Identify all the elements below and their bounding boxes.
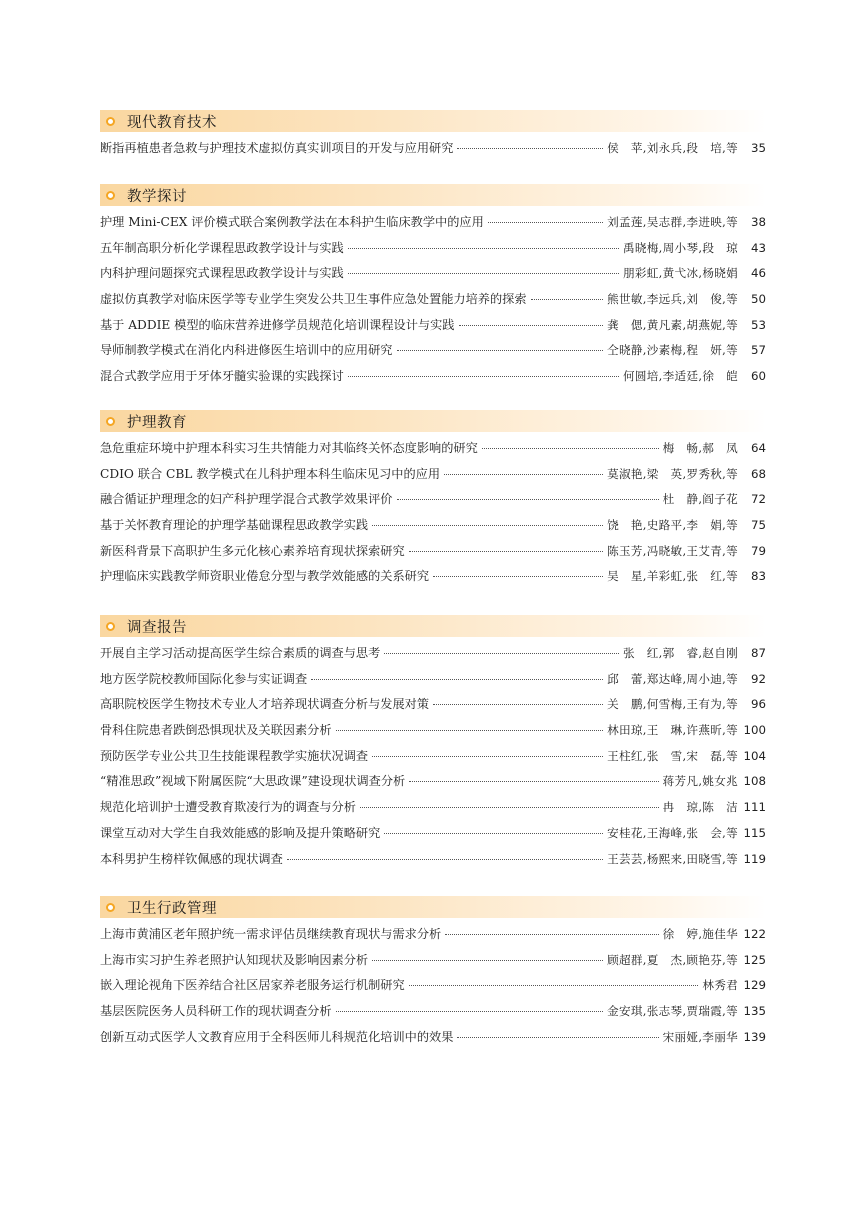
entry-title: 嵌入理论视角下医养结合社区居家养老服务运行机制研究 (100, 978, 405, 993)
dot-leader (384, 833, 603, 834)
section-teaching-discussion (100, 184, 766, 393)
section-health-administration (100, 896, 766, 1053)
entry-title: 骨科住院患者跌倒恐惧现状及关联因素分析 (100, 723, 332, 738)
entry-authors: 冉 琼,陈 洁 (662, 800, 738, 815)
entry-page-number: 100 (743, 723, 766, 738)
entry-title: 融合循证护理理念的妇产科护理学混合式教学效果评价 (100, 492, 393, 507)
dot-leader (348, 273, 619, 274)
dot-leader (348, 376, 619, 377)
entry-list (100, 644, 766, 875)
dot-leader (459, 325, 604, 326)
toc-entry[interactable] (100, 644, 766, 670)
entry-title: 上海市实习护生养老照护认知现状及影响因素分析 (100, 952, 369, 967)
dot-leader (287, 859, 603, 860)
toc-entry[interactable] (100, 367, 766, 393)
entry-authors: 邱 蕾,郑达峰,周小迪,等 (607, 671, 738, 686)
dot-leader (444, 474, 603, 475)
entry-authors: 仝晓静,沙素梅,程 妍,等 (607, 343, 738, 358)
section-header (100, 410, 766, 432)
entry-page-number: 46 (750, 266, 766, 281)
dot-leader (336, 730, 604, 731)
entry-authors: 金安琪,张志琴,贾瑞霞,等 (607, 1004, 738, 1019)
entry-authors: 朋彩虹,黄弋冰,杨晓娟 (622, 266, 738, 281)
entry-title: 本科男护生榜样钦佩感的现状调查 (100, 851, 283, 866)
entry-page-number: 119 (743, 851, 766, 866)
entry-authors: 龚 偲,黄凡素,胡燕妮,等 (607, 317, 738, 332)
section-title: 卫生行政管理 (127, 900, 217, 917)
entry-authors: 何圆培,李适廷,徐 皑 (622, 369, 738, 384)
entry-authors: 饶 艳,史路平,李 娟,等 (607, 518, 738, 533)
bullet-dot-icon (106, 622, 115, 631)
dot-leader (372, 960, 603, 961)
entry-page-number: 43 (750, 240, 766, 255)
entry-page-number: 139 (743, 1029, 766, 1044)
section-header (100, 615, 766, 637)
toc-entry[interactable] (100, 316, 766, 342)
entry-title: 创新互动式医学人文教育应用于全科医师儿科规范化培训中的效果 (100, 1029, 454, 1044)
dot-leader (360, 807, 659, 808)
entry-authors: 杜 静,阎子花 (662, 492, 738, 507)
entry-title: 护理 Mini-CEX 评价模式联合案例教学法在本科护生临床教学中的应用 (100, 215, 484, 229)
dot-leader (482, 448, 659, 449)
entry-authors: 吴 星,羊彩虹,张 红,等 (607, 569, 738, 584)
toc-entry[interactable] (100, 747, 766, 773)
section-survey-reports (100, 615, 766, 875)
entry-authors: 宋丽娅,李丽华 (662, 1029, 738, 1044)
dot-leader (457, 1037, 658, 1038)
toc-entry[interactable] (100, 721, 766, 747)
dot-leader (457, 148, 603, 149)
entry-page-number: 60 (750, 369, 766, 384)
entry-title: “精准思政”视域下附属医院“大思政课”建设现状调查分析 (100, 774, 406, 789)
entry-title: 高职院校医学生物技术专业人才培养现状调查分析与发展对策 (100, 697, 430, 712)
dot-leader (409, 985, 699, 986)
section-title: 护理教育 (127, 414, 187, 431)
entry-authors: 梅 畅,郝 凤 (662, 441, 738, 455)
entry-title: 混合式教学应用于牙体牙髓实验课的实践探讨 (100, 369, 344, 384)
entry-page-number: 79 (750, 543, 766, 558)
entry-page-number: 135 (743, 1004, 766, 1019)
entry-title: 上海市黄浦区老年照护统一需求评估员继续教育现状与需求分析 (100, 927, 442, 941)
toc-entry[interactable] (100, 567, 766, 593)
entry-authors: 莫淑艳,梁 英,罗秀秋,等 (607, 466, 738, 481)
dot-leader (384, 653, 619, 654)
section-header (100, 896, 766, 918)
section-title: 教学探讨 (127, 188, 187, 205)
toc-entry[interactable] (100, 341, 766, 367)
bullet-dot-icon (106, 117, 115, 126)
dot-leader (372, 756, 603, 757)
section-header (100, 184, 766, 206)
entry-page-number: 111 (743, 800, 766, 815)
dot-leader (433, 704, 603, 705)
toc-entry[interactable] (100, 670, 766, 696)
entry-title: 新医科背景下高职护生多元化核心素养培育现状探索研究 (100, 543, 405, 558)
entry-page-number: 83 (750, 569, 766, 584)
entry-title: 规范化培训护士遭受教育欺凌行为的调查与分析 (100, 800, 356, 815)
toc-entry[interactable] (100, 290, 766, 316)
toc-entry[interactable] (100, 542, 766, 568)
toc-entry[interactable] (100, 465, 766, 491)
toc-entry[interactable] (100, 1002, 766, 1028)
entry-authors: 林秀君 (702, 978, 738, 993)
entry-page-number: 72 (750, 492, 766, 507)
entry-authors: 张 红,郭 睿,赵自刚 (622, 646, 738, 660)
toc-entry[interactable] (100, 139, 766, 165)
entry-list (100, 139, 766, 165)
dot-leader (336, 1011, 604, 1012)
toc-entry[interactable] (100, 213, 766, 239)
entry-page-number: 35 (750, 141, 766, 155)
entry-page-number: 115 (743, 825, 766, 840)
entry-page-number: 57 (750, 343, 766, 358)
entry-list (100, 439, 766, 593)
toc-entry[interactable] (100, 239, 766, 265)
entry-authors: 陈玉芳,冯晓敏,王艾青,等 (607, 543, 738, 558)
toc-entry[interactable] (100, 824, 766, 850)
dot-leader (311, 679, 603, 680)
entry-list (100, 925, 766, 1053)
entry-title: 内科护理问题探究式课程思政教学设计与实践 (100, 266, 344, 281)
entry-authors: 蒋芳凡,姚女兆 (662, 774, 738, 789)
entry-title: 五年制高职分析化学课程思政教学设计与实践 (100, 240, 344, 255)
dot-leader (409, 551, 603, 552)
entry-page-number: 108 (743, 774, 766, 789)
toc-entry[interactable] (100, 264, 766, 290)
toc-entry[interactable] (100, 850, 766, 876)
entry-page-number: 104 (743, 748, 766, 763)
entry-title: 开展自主学习活动提高医学生综合素质的调查与思考 (100, 646, 381, 660)
entry-page-number: 68 (750, 466, 766, 481)
entry-authors: 王芸芸,杨熙来,田晓雪,等 (607, 851, 738, 866)
entry-page-number: 92 (750, 671, 766, 686)
entry-authors: 侯 苹,刘永兵,段 培,等 (607, 141, 738, 155)
bullet-dot-icon (106, 191, 115, 200)
dot-leader (531, 299, 604, 300)
entry-authors: 徐 婷,施佳华 (662, 927, 738, 941)
entry-authors: 关 鹏,何雪梅,王有为,等 (607, 697, 738, 712)
entry-title: CDIO 联合 CBL 教学模式在儿科护理本科生临床见习中的应用 (100, 466, 441, 481)
entry-title: 虚拟仿真教学对临床医学等专业学生突发公共卫生事件应急处置能力培养的探索 (100, 292, 527, 307)
entry-page-number: 50 (750, 292, 766, 307)
toc-entry[interactable] (100, 695, 766, 721)
entry-title: 急危重症环境中护理本科实习生共情能力对其临终关怀态度影响的研究 (100, 441, 478, 455)
dot-leader (409, 781, 658, 782)
section-modern-education-technology (100, 110, 766, 165)
dot-leader (488, 222, 603, 223)
entry-authors: 禹晓梅,周小琴,段 琼 (622, 240, 738, 255)
toc-entry[interactable] (100, 1028, 766, 1054)
entry-title: 断指再植患者急救与护理技术虚拟仿真实训项目的开发与应用研究 (100, 141, 454, 155)
toc-entry[interactable] (100, 516, 766, 542)
entry-title: 基层医院医务人员科研工作的现状调查分析 (100, 1004, 332, 1019)
dot-leader (348, 248, 619, 249)
dot-leader (445, 934, 658, 935)
entry-title: 护理临床实践教学师资职业倦怠分型与教学效能感的关系研究 (100, 569, 430, 584)
section-nursing-education (100, 410, 766, 593)
toc-entry[interactable] (100, 490, 766, 516)
entry-page-number: 64 (750, 441, 766, 455)
entry-list (100, 213, 766, 393)
entry-authors: 王柱红,张 雪,宋 磊,等 (607, 748, 738, 763)
toc-entry[interactable] (100, 925, 766, 951)
entry-authors: 林田琼,王 琳,许燕昕,等 (607, 723, 738, 738)
toc-entry[interactable] (100, 439, 766, 465)
entry-page-number: 38 (750, 215, 766, 229)
entry-authors: 安桂花,王海峰,张 会,等 (607, 825, 738, 840)
entry-title: 课堂互动对大学生自我效能感的影响及提升策略研究 (100, 825, 381, 840)
bullet-dot-icon (106, 903, 115, 912)
section-title: 调查报告 (127, 619, 187, 636)
entry-page-number: 122 (743, 927, 766, 941)
toc-entry[interactable] (100, 772, 766, 798)
entry-title: 导师制教学模式在消化内科进修医生培训中的应用研究 (100, 343, 393, 358)
toc-entry[interactable] (100, 951, 766, 977)
entry-page-number: 129 (743, 978, 766, 993)
bullet-dot-icon (106, 417, 115, 426)
dot-leader (397, 499, 659, 500)
entry-title: 预防医学专业公共卫生技能课程教学实施状况调查 (100, 748, 369, 763)
entry-authors: 熊世敏,李远兵,刘 俊,等 (607, 292, 738, 307)
toc-entry[interactable] (100, 798, 766, 824)
entry-authors: 顾超群,夏 杰,顾艳芬,等 (607, 952, 738, 967)
entry-title: 地方医学院校教师国际化参与实证调查 (100, 671, 308, 686)
toc-entry[interactable] (100, 976, 766, 1002)
entry-authors: 刘孟莲,吴志群,李进映,等 (607, 215, 738, 229)
entry-title: 基于 ADDIE 模型的临床营养进修学员规范化培训课程设计与实践 (100, 317, 455, 332)
entry-page-number: 96 (750, 697, 766, 712)
dot-leader (372, 525, 603, 526)
entry-page-number: 75 (750, 518, 766, 533)
entry-title: 基于关怀教育理论的护理学基础课程思政教学实践 (100, 518, 369, 533)
entry-page-number: 125 (743, 952, 766, 967)
entry-page-number: 87 (750, 646, 766, 660)
entry-page-number: 53 (750, 317, 766, 332)
dot-leader (397, 350, 604, 351)
section-title: 现代教育技术 (127, 114, 217, 131)
section-header (100, 110, 766, 132)
dot-leader (433, 576, 603, 577)
